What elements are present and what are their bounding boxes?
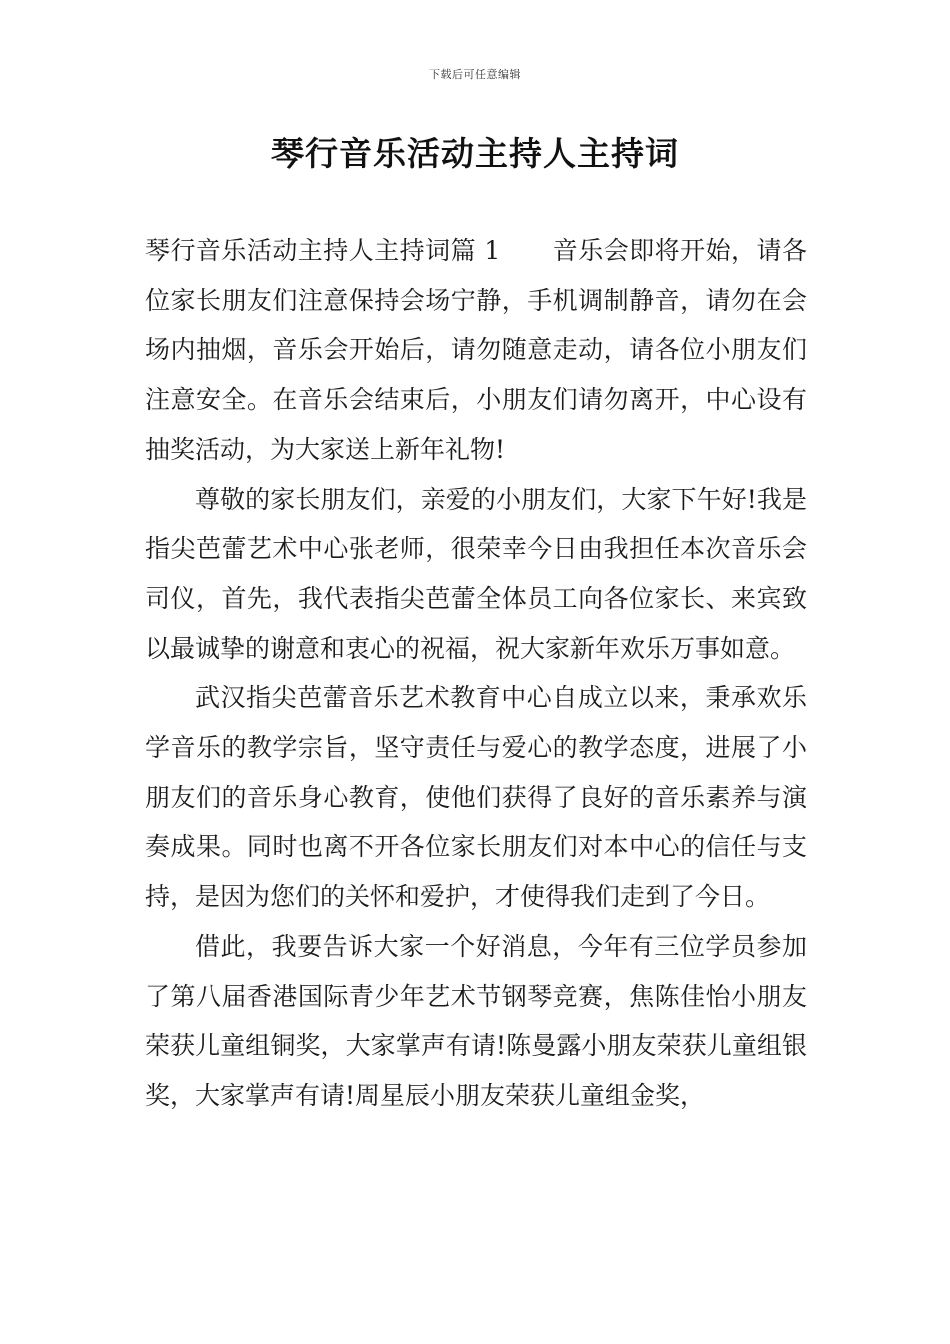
header-note: 下载后可任意编辑 [429, 68, 521, 81]
paragraph-4: 借此，我要告诉大家一个好消息，今年有三位学员参加了第八届香港国际青少年艺术节钢琴竞赛，焦陈佳怡小朋友荣获儿童组铜奖，大家掌声有请!陈曼露小朋友荣获儿童组银奖，大家掌声有请!周星辰小朋友荣获儿童组金奖， [145, 931, 807, 1110]
document-title: 琴行音乐活动主持人主持词 [271, 134, 679, 173]
paragraph-2: 尊敬的家长朋友们，亲爱的小朋友们，大家下午好!我是指尖芭蕾艺术中心张老师，很荣幸今日由我担任本次音乐会司仪，首先，我代表指尖芭蕾全体员工向各位家长、来宾致以最诚挚的谢意和衷心的祝福，祝大家新年欢乐万事如意。 [145, 484, 807, 663]
paragraph-3: 武汉指尖芭蕾音乐艺术教育中心自成立以来，秉承欢乐学音乐的教学宗旨，坚守责任与爱心的教学态度，进展了小朋友们的音乐身心教育，使他们获得了良好的音乐素养与演奏成果。同时也离不开各位家长朋友们对本中心的信任与支持，是因为您们的关怀和爱护，才使得我们走到了今日。 [145, 683, 807, 912]
paragraph-1 [145, 226, 807, 475]
document-body [145, 226, 807, 1121]
paragraph-1-text: 音乐会即将开始，请各位家长朋友们注意保持会场宁静，手机调制静音，请勿在会场内抽烟，音乐会开始后，请勿随意走动，请各位小朋友们注意安全。在音乐会结束后，小朋友们请勿离开，中心设有抽奖活动，为大家送上新年礼物! [145, 236, 807, 464]
paragraph-1-lead: 琴行音乐活动主持人主持词篇 1 [145, 236, 501, 265]
